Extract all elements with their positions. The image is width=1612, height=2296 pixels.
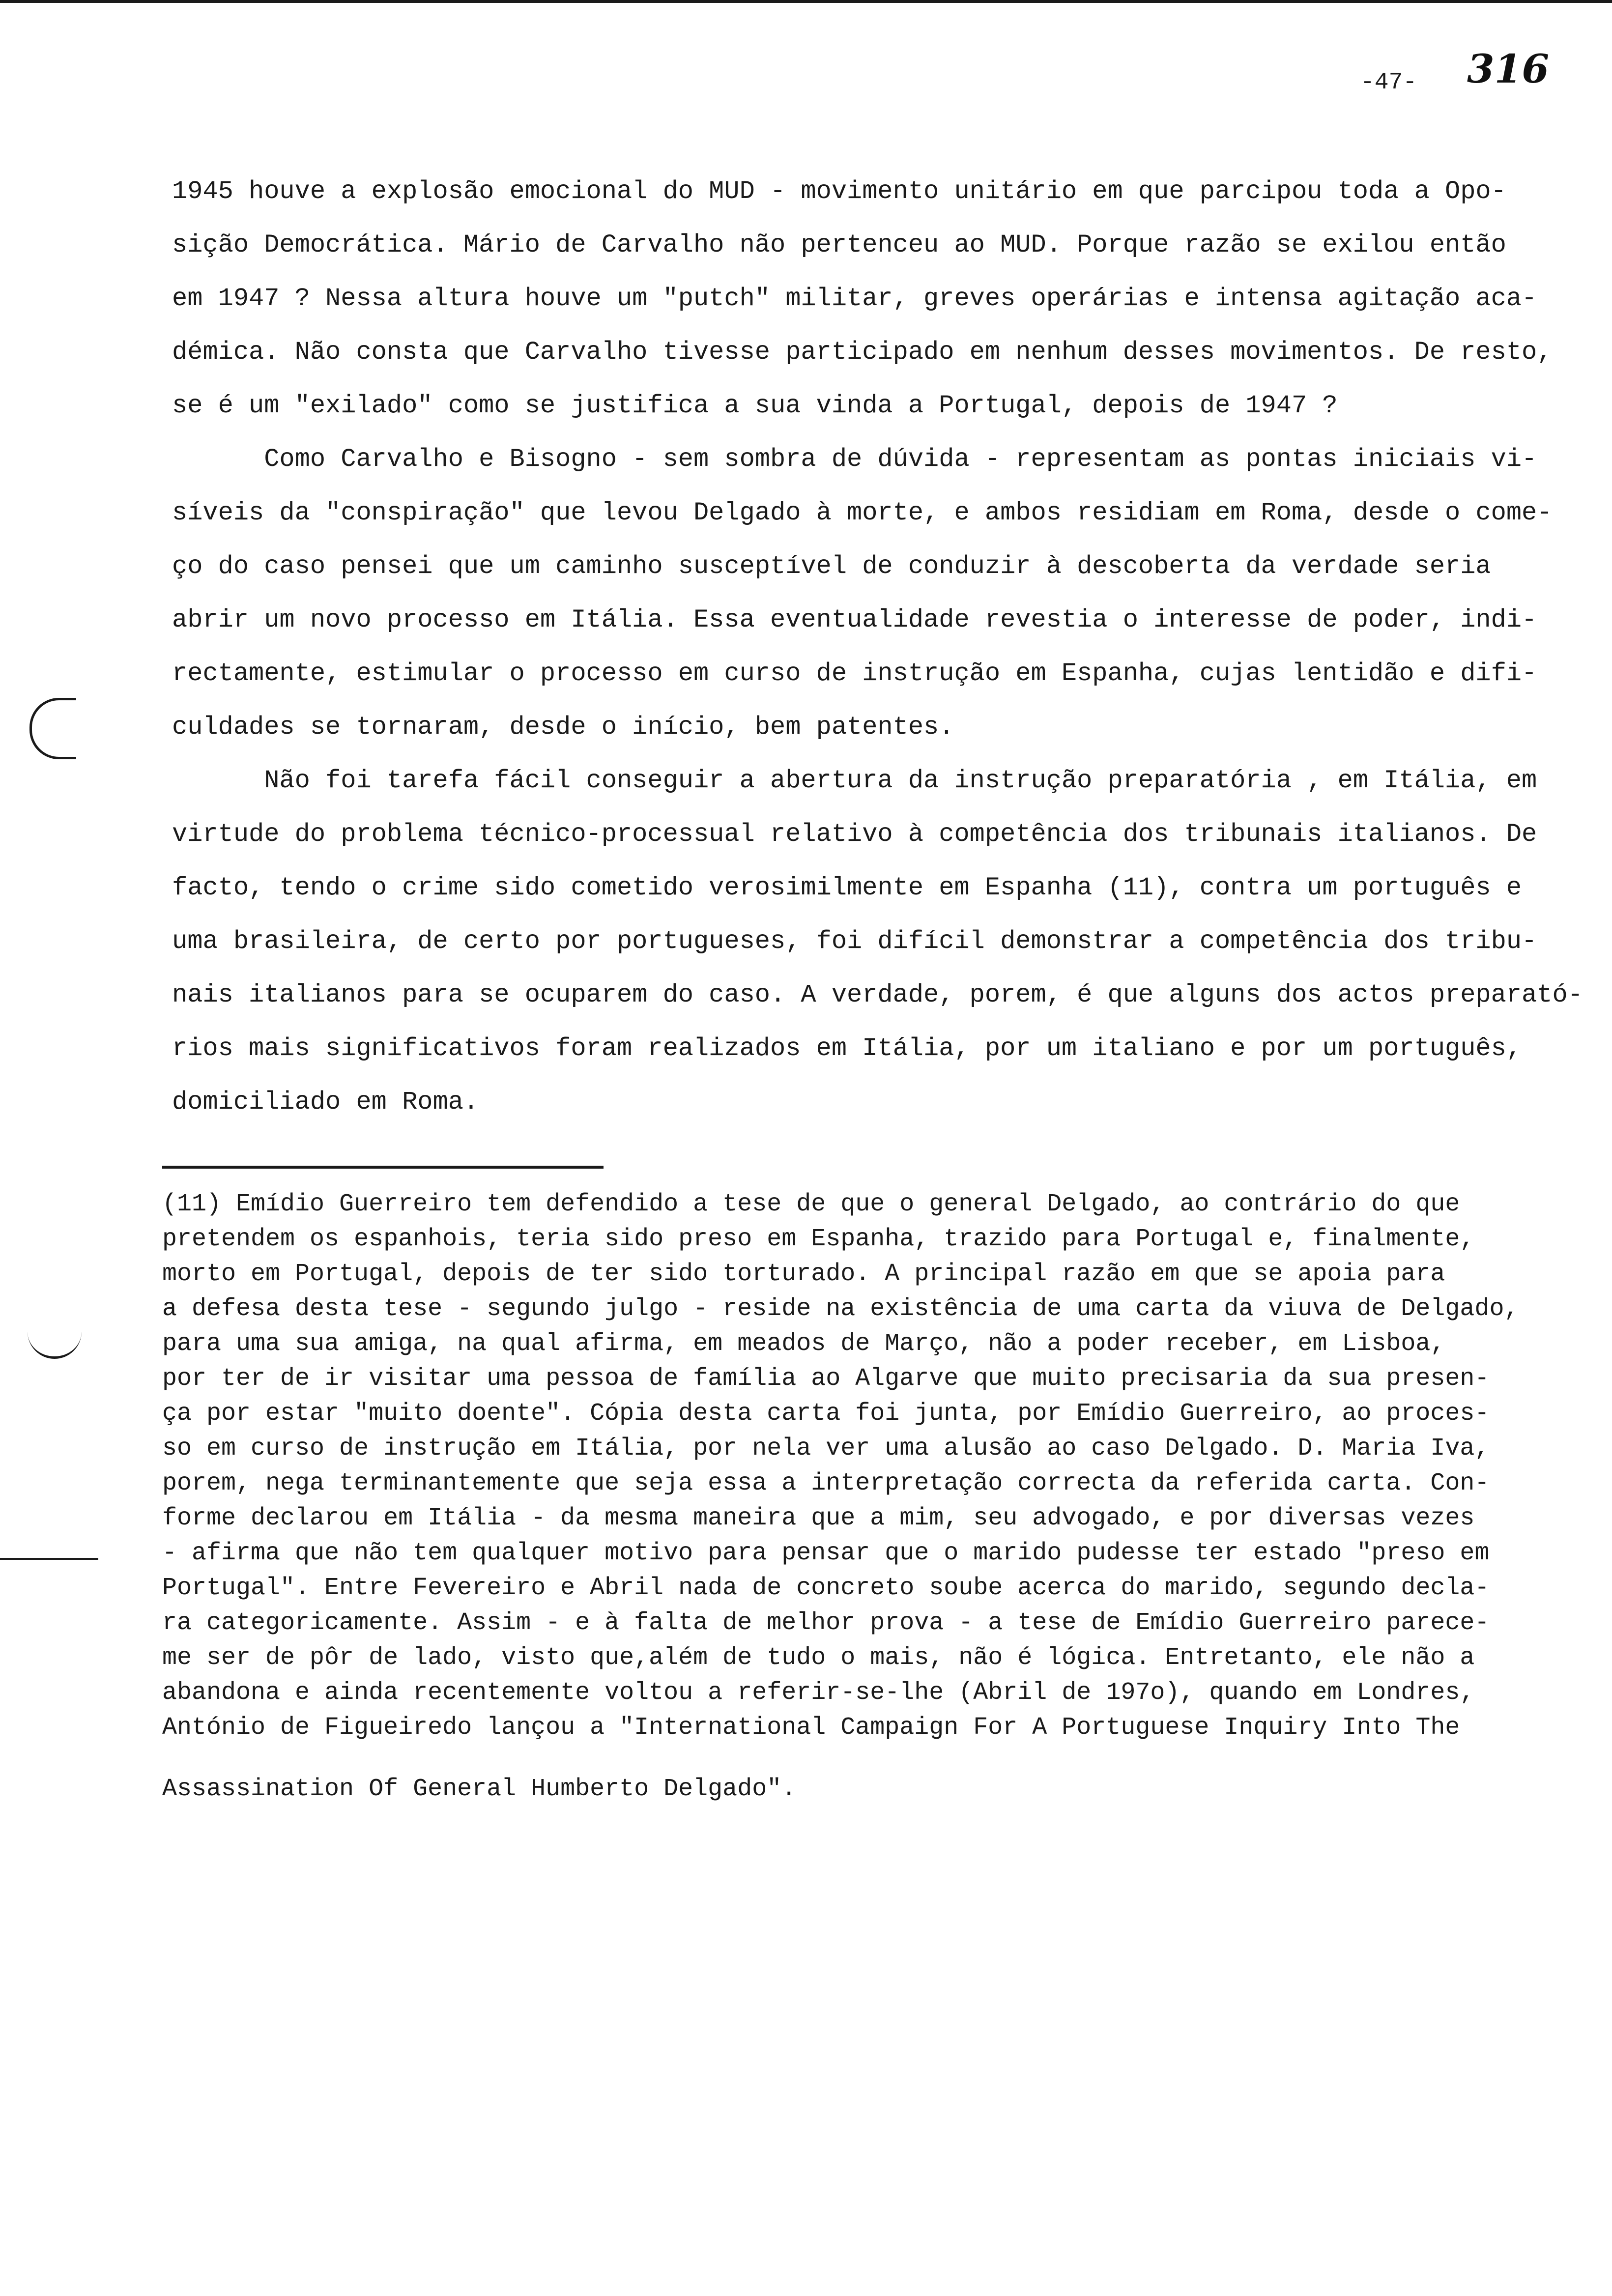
footnote-line: António de Figueiredo lançou a "International Campaign For A Portuguese Inquiry Into The bbox=[162, 1714, 1460, 1742]
page-number: -47- bbox=[1360, 69, 1417, 96]
body-line: abrir um novo processo em Itália. Essa eventualidade revestia o interesse de poder, indi- bbox=[172, 605, 1537, 634]
body-line: ço do caso pensei que um caminho susceptível de conduzir à descoberta da verdade seria bbox=[172, 552, 1491, 581]
footnote-line: pretendem os espanhois, teria sido preso em Espanha, trazido para Portugal e, finalmente, bbox=[162, 1225, 1475, 1253]
body-line: uma brasileira, de certo por portugueses, foi difícil demonstrar a competência dos tribu- bbox=[172, 927, 1537, 956]
margin-curve-mark bbox=[28, 1317, 82, 1359]
body-line: 1945 houve a explosão emocional do MUD - movimento unitário em que parcipou toda a Opo- bbox=[172, 177, 1506, 206]
footnote-line: porem, nega terminantemente que seja essa a interpretação correcta da referida carta. Con- bbox=[162, 1469, 1490, 1497]
body-line: em 1947 ? Nessa altura houve um "putch" militar, greves operárias e intensa agitação aca- bbox=[172, 284, 1537, 313]
body-line: rios mais significativos foram realizados em Itália, por um italiano e por um português, bbox=[172, 1034, 1522, 1063]
footnote-line: ra categoricamente. Assim - e à falta de melhor prova - a tese de Emídio Guerreiro parece- bbox=[162, 1609, 1490, 1637]
footnote-line: (11) Emídio Guerreiro tem defendido a tese de que o general Delgado, ao contrário do que bbox=[162, 1190, 1460, 1218]
footnote-line: ça por estar "muito doente". Cópia desta carta foi junta, por Emídio Guerreiro, ao proces- bbox=[162, 1400, 1490, 1428]
body-line: rectamente, estimular o processo em curso de instrução em Espanha, cujas lentidão e difi- bbox=[172, 659, 1537, 688]
footnote-line: a defesa desta tese - segundo julgo - reside na existência de uma carta da viuva de Delgado, bbox=[162, 1295, 1519, 1323]
body-line: virtude do problema técnico-processual relativo à competência dos tribunais italianos. De bbox=[172, 820, 1537, 849]
footnote-line: abandona e ainda recentemente voltou a referir-se-lhe (Abril de 197o), quando em Londres, bbox=[162, 1679, 1475, 1707]
body-line: nais italianos para se ocuparem do caso. A verdade, porem, é que alguns dos actos preparató- bbox=[172, 980, 1583, 1009]
footnote-line: por ter de ir visitar uma pessoa de família ao Algarve que muito precisaria da sua presen- bbox=[162, 1365, 1490, 1393]
body-line: Não foi tarefa fácil conseguir a abertura da instrução preparatória , em Itália, em bbox=[172, 766, 1537, 795]
footnote-line: para uma sua amiga, na qual afirma, em meados de Março, não a poder receber, em Lisboa, bbox=[162, 1330, 1445, 1358]
footnote-separator bbox=[162, 1166, 604, 1169]
handwritten-folio-number: 316 bbox=[1467, 46, 1549, 92]
body-line: se é um "exilado" como se justifica a sua vinda a Portugal, depois de 1947 ? bbox=[172, 391, 1338, 420]
body-line: domiciliado em Roma. bbox=[172, 1088, 479, 1117]
footnote-line: so em curso de instrução em Itália, por nela ver uma alusão ao caso Delgado. D. Maria Iva, bbox=[162, 1435, 1490, 1463]
footnote-line: morto em Portugal, depois de ter sido torturado. A principal razão em que se apoia para bbox=[162, 1260, 1445, 1288]
body-line: démica. Não consta que Carvalho tivesse participado em nenhum desses movimentos. De resto, bbox=[172, 338, 1553, 367]
body-line: sição Democrática. Mário de Carvalho não pertenceu ao MUD. Porque razão se exilou então bbox=[172, 230, 1506, 259]
body-line: Como Carvalho e Bisogno - sem sombra de dúvida - representam as pontas iniciais vi- bbox=[172, 445, 1537, 474]
body-line: facto, tendo o crime sido cometido verosimilmente em Espanha (11), contra um português e bbox=[172, 873, 1522, 902]
margin-paren-mark bbox=[29, 698, 76, 759]
footnote-line: Assassination Of General Humberto Delgado". bbox=[162, 1775, 797, 1803]
footnote-line: - afirma que não tem qualquer motivo para pensar que o marido pudesse ter estado "preso em bbox=[162, 1539, 1490, 1567]
footnote-line: forme declarou em Itália - da mesma maneira que a mim, seu advogado, e por diversas vezes bbox=[162, 1504, 1475, 1532]
top-edge-rule bbox=[0, 0, 1612, 3]
margin-line-mark bbox=[0, 1558, 98, 1560]
footnote-line: me ser de pôr de lado, visto que,além de tudo o mais, não é lógica. Entretanto, ele não a bbox=[162, 1644, 1475, 1672]
footnote-line: Portugal". Entre Fevereiro e Abril nada de concreto soube acerca do marido, segundo decla- bbox=[162, 1574, 1490, 1602]
body-line: síveis da "conspiração" que levou Delgado à morte, e ambos residiam em Roma, desde o come- bbox=[172, 498, 1553, 527]
body-line: culdades se tornaram, desde o início, bem patentes. bbox=[172, 713, 954, 742]
